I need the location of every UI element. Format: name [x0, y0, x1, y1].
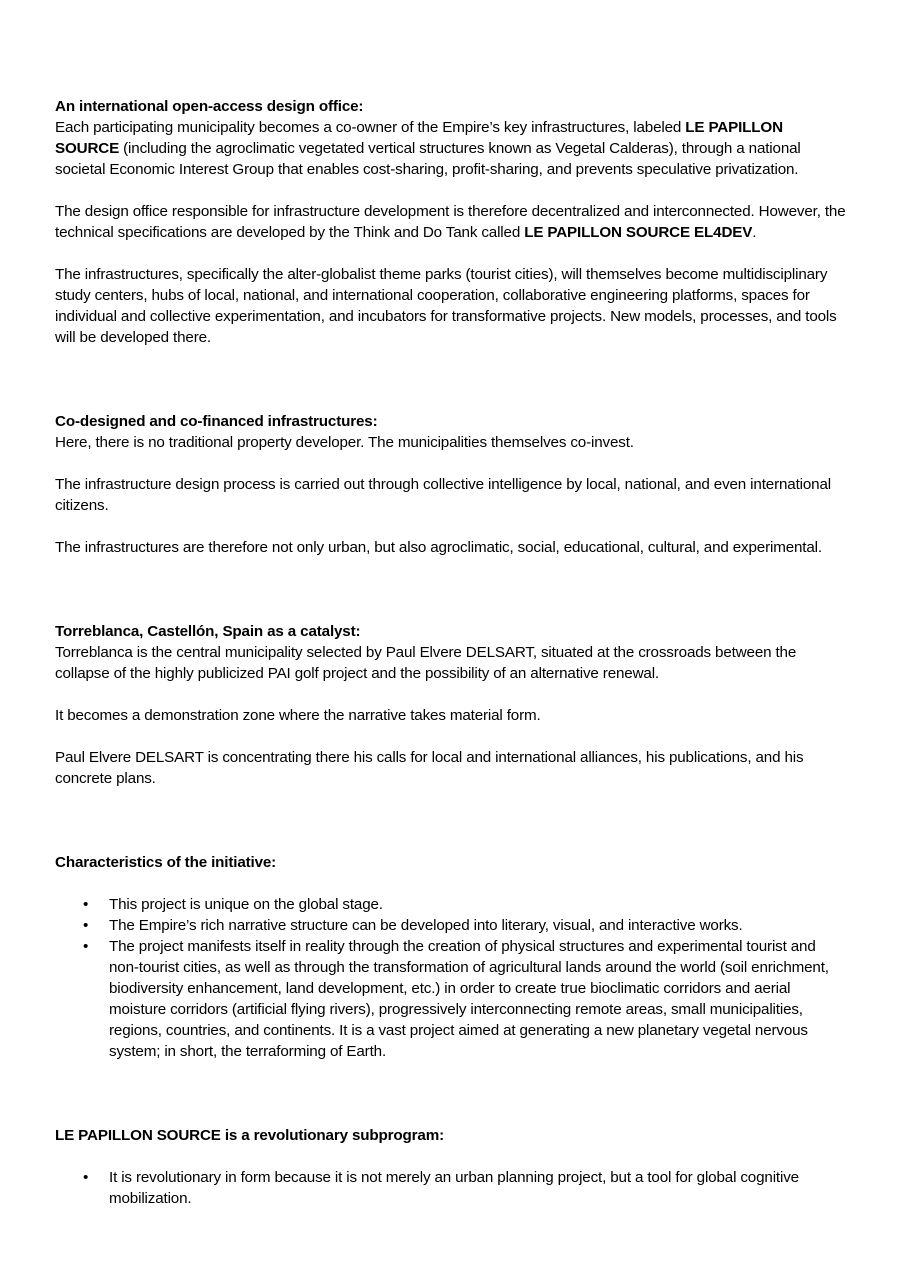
- list-item: • The Empire’s rich narrative structure can be developed into literary, visual, and interactive works.: [55, 915, 847, 936]
- paragraph-no-developer: Here, there is no traditional property developer. The municipalities themselves co-invest.: [55, 434, 634, 451]
- section-heading-co-designed: Co-designed and co-financed infrastructures:: [55, 413, 378, 430]
- paragraph-decentralized: [55, 201, 847, 243]
- brand-name-bold: LE PAPILLON SOURCE: [55, 119, 783, 157]
- paragraph-text: .: [752, 224, 757, 241]
- paragraph-demonstration-zone: It becomes a demonstration zone where the narrative takes material form.: [55, 707, 541, 724]
- section-heading-characteristics: Characteristics of the initiative:: [55, 854, 277, 871]
- list-item: • It is revolutionary in form because it is not merely an urban planning project, but a tool for global cognitive mobilization.: [55, 1167, 847, 1209]
- list-item: • The project manifests itself in reality through the creation of physical structures and experimental tourist and non-tourist cities, as well as through the transformation of agricultural lands around the world (soil enrichment, biodiversity enhancement, land development, etc.) in order to create true bioclimatic corridors and aerial moisture corridors (artificial flying rivers), progressively interconnecting remote areas, small municipalities, regions, countries, and continents. It is a vast project aimed at generating a new planetary vegetal nervous system; in short, the terraforming of Earth.: [55, 936, 847, 1062]
- paragraph-not-only-urban: The infrastructures are therefore not only urban, but also agroclimatic, social, educational, cultural, and experimental.: [55, 539, 822, 556]
- list-item: • This project is unique on the global stage.: [55, 894, 847, 915]
- section-heading-subprogram: LE PAPILLON SOURCE is a revolutionary subprogram:: [55, 1127, 444, 1144]
- paragraph-infrastructures: The infrastructures, specifically the alter-globalist theme parks (tourist cities), will themselves become multidisciplinary study centers, hubs of local, national, and international cooperation, collaborative engineering platforms, spaces for individual and collective experimentation, and incubators for transformative projects. New models, processes, and tools will be developed there.: [55, 266, 837, 346]
- subprogram-list: [55, 1167, 847, 1209]
- paragraph-alliances: Paul Elvere DELSART is concentrating there his calls for local and international alliances, his publications, and his concrete plans.: [55, 749, 804, 787]
- paragraph-co-owner: [55, 117, 847, 180]
- paragraph-text: Each participating municipality becomes a co-owner of the Empire’s key infrastructures, labeled: [55, 119, 686, 136]
- paragraph-collective-intelligence: The infrastructure design process is carried out through collective intelligence by local, national, and even international citizens.: [55, 476, 831, 514]
- section-heading-torreblanca: Torreblanca, Castellón, Spain as a catalyst:: [55, 623, 361, 640]
- paragraph-torreblanca: Torreblanca is the central municipality selected by Paul Elvere DELSART, situated at the crossroads between the collapse of the highly publicized PAI golf project and the possibility of an alternative renewal.: [55, 644, 797, 682]
- brand-name-bold: LE PAPILLON SOURCE EL4DEV: [524, 224, 753, 241]
- paragraph-text: The design office responsible for infrastructure development is therefore decentralized and interconnected. However, the technical specifications are developed by the Think and Do Tank called: [55, 203, 846, 241]
- document-page: [55, 96, 847, 1209]
- characteristics-list: [55, 894, 847, 1062]
- section-heading-design-office: An international open-access design office:: [55, 98, 364, 115]
- paragraph-text: (including the agroclimatic vegetated vertical structures known as Vegetal Calderas), through a national societal Economic Interest Group that enables cost-sharing, profit-sharing, and prevents speculative privatization.: [55, 140, 801, 178]
